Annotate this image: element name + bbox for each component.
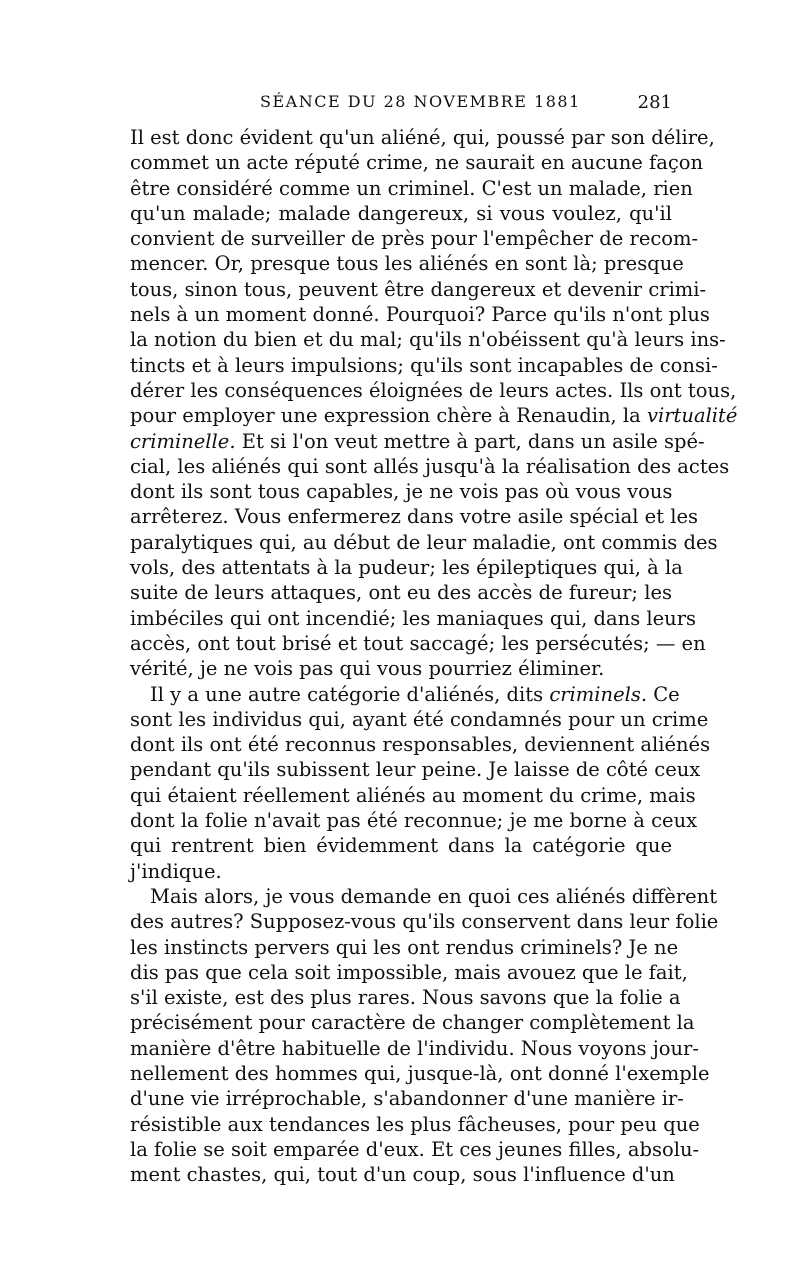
page-number: 281: [637, 92, 672, 113]
text-line: j'indique.: [130, 859, 222, 883]
text-segment: Ce: [647, 682, 680, 706]
text-line: d'une vie irréprochable, s'abandonner d'une manière ir-: [130, 1087, 684, 1111]
text-line: la notion du bien et du mal; qu'ils n'obéissent qu'à leurs ins-: [130, 328, 726, 352]
text-line: être considéré comme un criminel. C'est un malade, rien: [130, 176, 693, 200]
text-line: ment chastes, qui, tout d'un coup, sous l'influence d'un: [130, 1163, 675, 1187]
text-line: les instincts pervers qui les ont rendus criminels? Je ne: [130, 935, 679, 959]
text-line: [130, 403, 738, 428]
text-line: suite de leurs attaques, ont eu des accès de fureur; les: [130, 581, 672, 605]
text-line: nels à un moment donné. Pourquoi? Parce qu'ils n'ont plus: [130, 303, 710, 327]
text-line: vols, des attentats à la pudeur; les épileptiques qui, à la: [130, 556, 683, 580]
text-line: manière d'être habituelle de l'individu. Nous voyons jour-: [130, 1036, 699, 1060]
text-line: tous, sinon tous, peuvent être dangereux et devenir crimi-: [130, 277, 707, 301]
text-line: qu'un malade; malade dangereux, si vous voulez, qu'il: [130, 201, 672, 225]
text-line: [130, 429, 705, 454]
text-line: tincts et à leurs impulsions; qu'ils sont incapables de consi-: [130, 353, 718, 377]
text-line: dont ils ont été reconnus responsables, deviennent aliénés: [130, 733, 711, 757]
text-line: qui étaient réellement aliénés au moment du crime, mais: [130, 783, 696, 807]
text-line: qui rentrent bien évidemment dans la catégorie que: [130, 834, 672, 858]
text-line: précisément pour caractère de changer complètement la: [130, 1011, 695, 1035]
text-line: dérer les conséquences éloignées de leurs actes. Ils ont tous,: [130, 378, 737, 402]
text-line: dont ils sont tous capables, je ne vois pas où vous vous: [130, 480, 673, 504]
text-line: pendant qu'ils subissent leur peine. Je laisse de côté ceux: [130, 758, 701, 782]
text-segment: Il y a une autre catégorie d'aliénés, dits: [150, 682, 550, 706]
text-line: dis pas que cela soit impossible, mais avouez que le fait,: [130, 960, 688, 984]
text-line: imbéciles qui ont incendié; les maniaques qui, dans leurs: [130, 606, 697, 630]
text-line: dont la folie n'avait pas été reconnue; je me borne à ceux: [130, 809, 698, 833]
italic-text: criminelle.: [130, 429, 236, 453]
text-line: mencer. Or, presque tous les aliénés en sont là; presque: [130, 252, 684, 276]
text-line: arrêterez. Vous enfermerez dans votre asile spécial et les: [130, 505, 699, 529]
italic-text: criminels.: [549, 682, 648, 706]
text-line: convient de surveiller de près pour l'empêcher de recom-: [130, 227, 699, 251]
text-segment: Et si l'on veut mettre à part, dans un asile spé-: [235, 429, 705, 453]
text-line: s'il existe, est des plus rares. Nous savons que la folie a: [130, 986, 681, 1010]
text-line: des autres? Supposez-vous qu'ils conservent dans leur folie: [130, 910, 719, 934]
text-line: la folie se soit emparée d'eux. Et ces jeunes filles, absolu-: [130, 1137, 700, 1161]
text-line: cial, les aliénés qui sont allés jusqu'à la réalisation des actes: [130, 454, 730, 478]
running-head: SÉANCE DU 28 NOVEMBRE 1881: [260, 92, 581, 111]
text-line: sont les individus qui, ayant été condamnés pour un crime: [130, 707, 709, 731]
text-line: paralytiques qui, au début de leur maladie, ont commis des: [130, 530, 718, 554]
text-line: Mais alors, je vous demande en quoi ces aliénés diffèrent: [150, 884, 718, 908]
text-line: résistible aux tendances les plus fâcheuses, pour peu que: [130, 1112, 700, 1136]
body-text: [130, 125, 738, 1187]
text-line: Il est donc évident qu'un aliéné, qui, poussé par son délire,: [130, 126, 715, 149]
text-line: accès, ont tout brisé et tout saccagé; les persécutés; — en: [130, 631, 706, 655]
page-header: [132, 92, 672, 118]
text-line: commet un acte réputé crime, ne saurait en aucune façon: [130, 151, 704, 175]
italic-text: virtualité: [646, 404, 738, 428]
text-line: nellement des hommes qui, jusque-là, ont donné l'exemple: [130, 1061, 710, 1085]
text-line: [130, 682, 680, 707]
text-line: vérité, je ne vois pas qui vous pourriez éliminer.: [130, 657, 605, 681]
text-segment: pour employer une expression chère à Renaudin, la: [130, 404, 647, 428]
